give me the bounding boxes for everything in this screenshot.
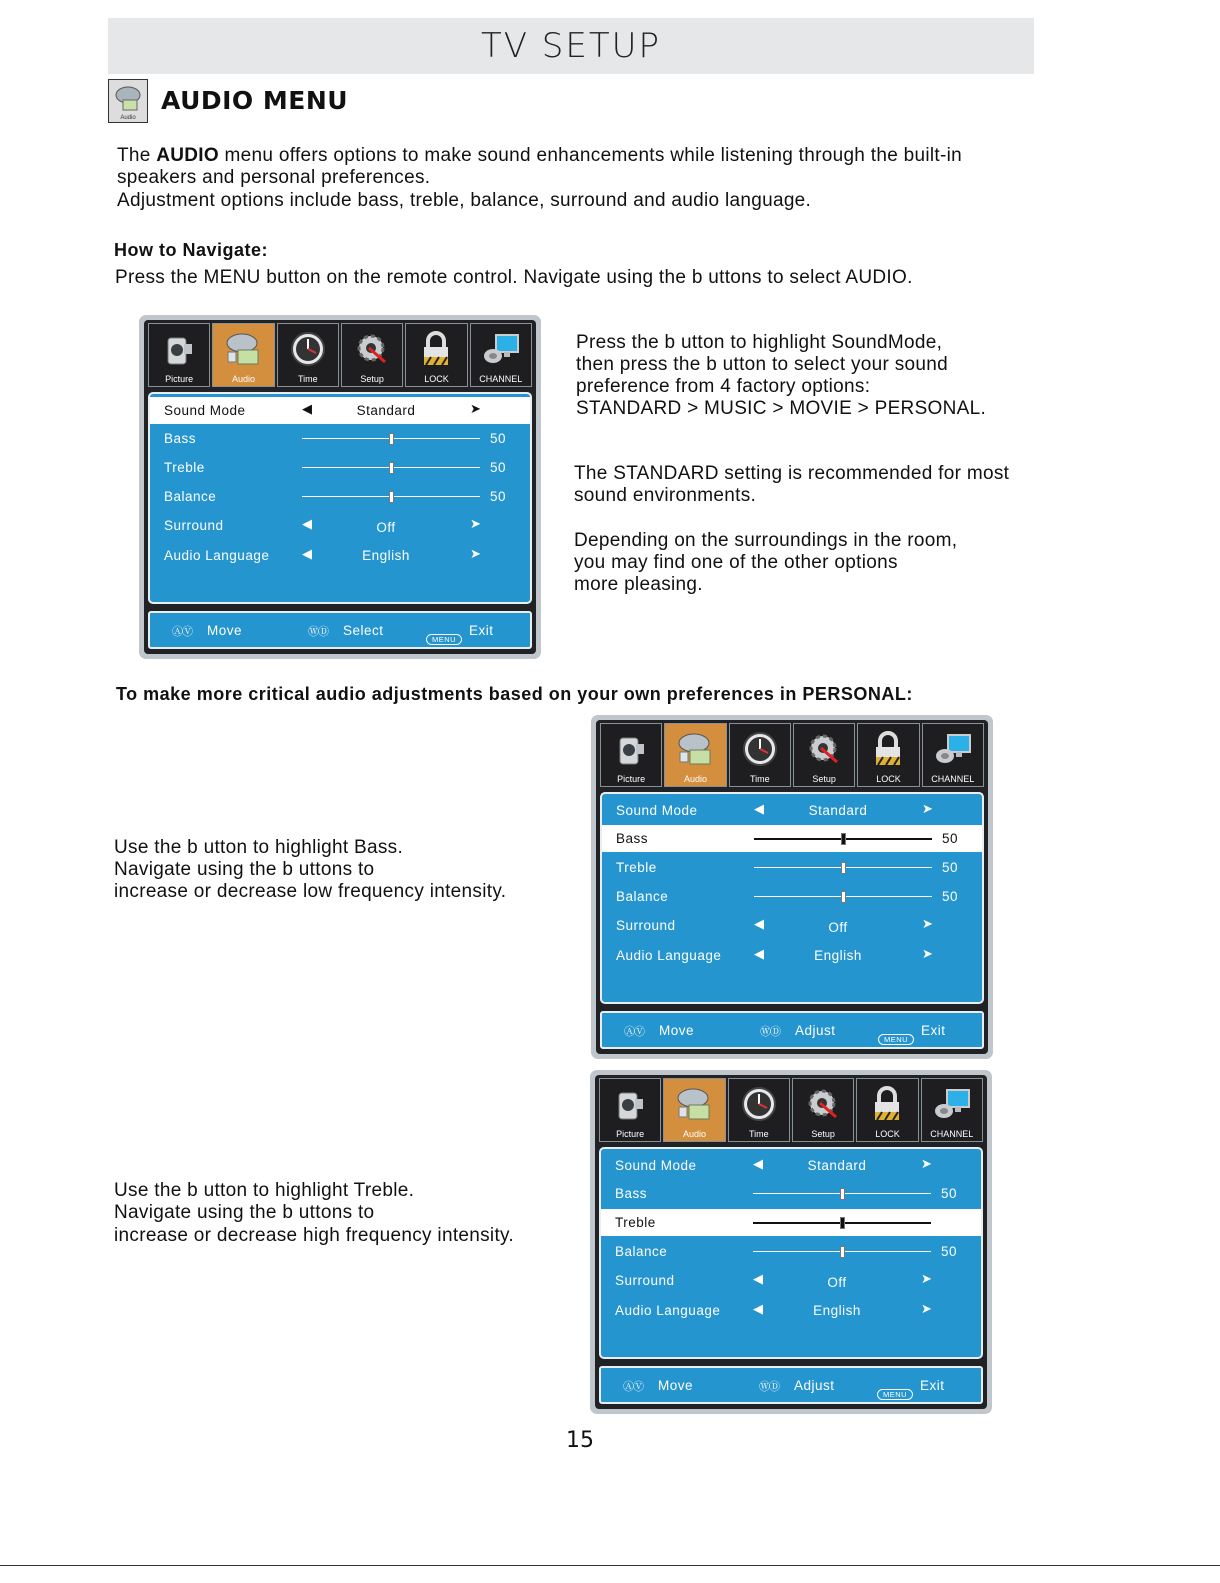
balance-slider-knob[interactable] <box>840 1246 845 1258</box>
right-arrow-icon[interactable]: ➤ <box>470 516 482 531</box>
treble-slider[interactable] <box>302 467 480 468</box>
surround-row[interactable]: Surround ◀ Off ➤ <box>615 1271 933 1290</box>
navigate-text: Press the MENU button on the remote control. Navigate using the b uttons to select AUDIO. <box>115 267 913 288</box>
footer-move: Move <box>207 623 243 638</box>
balance-row[interactable]: Balance 50 <box>615 1244 958 1259</box>
bass-slider-knob[interactable] <box>840 1188 845 1200</box>
tab-channel[interactable]: CHANNEL <box>922 723 984 787</box>
balance-row[interactable]: Balance 50 <box>164 489 507 504</box>
updown-keys-icon: ⒶⓋ <box>624 1026 644 1038</box>
footer-exit: Exit <box>469 623 494 638</box>
left-arrow-icon[interactable]: ◀ <box>302 401 313 416</box>
treble-desc-line-3: increase or decrease high frequency intensity. <box>114 1225 514 1246</box>
gear-icon <box>351 330 393 368</box>
personal-heading: To make more critical audio adjustments based on your own preferences in PERSONAL: <box>116 684 913 704</box>
leftright-keys-icon: ⓌⒹ <box>760 1026 780 1038</box>
bass-slider[interactable] <box>753 1193 931 1194</box>
left-arrow-icon[interactable]: ◀ <box>753 1271 764 1286</box>
desc-line-9: more pleasing. <box>574 574 703 595</box>
audio-menu-screenshot-bass <box>591 715 993 1059</box>
camera-icon <box>158 330 200 368</box>
bass-desc-line-1: Use the b utton to highlight Bass. <box>114 837 404 858</box>
bass-slider[interactable] <box>754 838 932 840</box>
navigate-heading: How to Navigate: <box>114 240 269 260</box>
treble-slider-knob[interactable] <box>840 1217 845 1229</box>
clock-icon <box>738 1085 780 1123</box>
tab-time[interactable]: Time <box>729 723 791 787</box>
balance-slider[interactable] <box>753 1251 931 1252</box>
right-arrow-icon[interactable]: ➤ <box>922 916 934 931</box>
intro-line-3: Adjustment options include bass, treble, balance, surround and audio language. <box>117 190 812 211</box>
left-arrow-icon[interactable]: ◀ <box>753 1156 764 1171</box>
tab-setup[interactable]: Setup <box>793 723 855 787</box>
clock-icon <box>287 330 329 368</box>
left-arrow-icon[interactable]: ◀ <box>754 946 765 961</box>
bottom-rule <box>0 1565 1220 1566</box>
right-arrow-icon[interactable]: ➤ <box>922 801 934 816</box>
footer-action: Adjust <box>795 1023 836 1038</box>
tab-lock[interactable]: LOCK <box>857 723 919 787</box>
audio-section-icon <box>108 79 148 123</box>
right-arrow-icon[interactable]: ➤ <box>921 1271 933 1286</box>
footer-action: Select <box>343 623 384 638</box>
bass-slider-knob[interactable] <box>389 433 394 445</box>
treble-desc-line-2: Navigate using the b uttons to <box>114 1202 375 1223</box>
tab-time[interactable]: Time <box>277 323 339 387</box>
updown-keys-icon: ⒶⓋ <box>172 626 192 638</box>
sound-mode-row[interactable]: Sound Mode ◀ Standard ➤ <box>616 801 934 818</box>
treble-slider-knob[interactable] <box>389 462 394 474</box>
menu-panel <box>600 792 984 1004</box>
speaker-icon <box>674 730 716 768</box>
balance-slider-knob[interactable] <box>389 491 394 503</box>
balance-row[interactable]: Balance 50 <box>616 889 959 904</box>
bass-row[interactable]: Bass 50 <box>615 1186 958 1201</box>
treble-row[interactable]: Treble 50 <box>616 860 959 875</box>
page-title: TV SETUP <box>480 26 662 66</box>
surround-row[interactable]: Surround ◀ Off ➤ <box>616 916 934 935</box>
tab-picture[interactable]: Picture <box>599 1078 661 1142</box>
sound-mode-row[interactable]: Sound Mode ◀ Standard ➤ <box>615 1156 933 1173</box>
tab-audio[interactable]: Audio <box>664 723 726 787</box>
desc-line-1: Press the b utton to highlight SoundMode, <box>576 332 943 353</box>
desc-line-8: you may find one of the other options <box>574 552 898 573</box>
menu-panel <box>599 1147 983 1359</box>
audio-language-row[interactable]: Audio Language ◀ English ➤ <box>616 946 934 963</box>
menu-footer: ⒶⓋ Move ⓌⒹ Select MENU Exit <box>148 611 532 649</box>
lock-icon <box>415 330 457 368</box>
section-title: AUDIO MENU <box>161 86 349 115</box>
leftright-keys-icon: ⓌⒹ <box>308 626 328 638</box>
speaker-icon <box>673 1085 715 1123</box>
bass-desc-line-2: Navigate using the b uttons to <box>114 859 375 880</box>
left-arrow-icon[interactable]: ◀ <box>302 516 313 531</box>
left-arrow-icon[interactable]: ◀ <box>753 1301 764 1316</box>
footer-exit: Exit <box>920 1378 945 1393</box>
camera-icon <box>609 1085 651 1123</box>
right-arrow-icon[interactable]: ➤ <box>470 546 482 561</box>
lock-icon <box>867 730 909 768</box>
treble-slider-knob[interactable] <box>841 862 846 874</box>
tab-lock[interactable]: LOCK <box>405 323 467 387</box>
tab-channel[interactable]: CHANNEL <box>470 323 532 387</box>
tab-picture[interactable]: Picture <box>600 723 662 787</box>
tab-setup[interactable]: Setup <box>341 323 403 387</box>
treble-desc-line-1: Use the b utton to highlight Treble. <box>114 1180 415 1201</box>
updown-keys-icon: ⒶⓋ <box>623 1381 643 1393</box>
monitor-icon <box>931 1085 973 1123</box>
leftright-keys-icon: ⓌⒹ <box>759 1381 779 1393</box>
intro-line-2: speakers and personal preferences. <box>117 167 431 188</box>
left-arrow-icon[interactable]: ◀ <box>302 546 313 561</box>
bass-slider[interactable] <box>302 438 480 439</box>
footer-move: Move <box>659 1023 695 1038</box>
desc-line-2: then press the b utton to select your sound <box>576 354 949 375</box>
tab-channel[interactable]: CHANNEL <box>921 1078 983 1142</box>
bass-desc-line-3: increase or decrease low frequency intensity. <box>114 881 507 902</box>
desc-line-7: Depending on the surroundings in the room, <box>574 530 958 551</box>
speaker-icon <box>222 330 264 368</box>
right-arrow-icon[interactable]: ➤ <box>470 401 482 416</box>
balance-slider[interactable] <box>754 896 932 897</box>
tab-setup[interactable]: Setup <box>792 1078 854 1142</box>
audio-language-row[interactable]: Audio Language ◀ English ➤ <box>615 1301 933 1318</box>
desc-line-5: The STANDARD setting is recommended for most <box>574 463 1010 484</box>
footer-exit: Exit <box>921 1023 946 1038</box>
bass-row[interactable]: Bass 50 <box>602 825 982 852</box>
gear-icon <box>802 1085 844 1123</box>
treble-slider[interactable] <box>754 867 932 868</box>
gear-icon <box>803 730 845 768</box>
surround-row[interactable]: Surround ◀ Off ➤ <box>164 516 482 535</box>
right-arrow-icon[interactable]: ➤ <box>921 1301 933 1316</box>
menu-footer: ⒶⓋ Move ⓌⒹ Adjust MENU Exit <box>600 1011 984 1049</box>
svg-text:Audio: Audio <box>120 115 136 121</box>
left-arrow-icon[interactable]: ◀ <box>754 916 765 931</box>
lock-icon <box>866 1085 908 1123</box>
desc-line-3: preference from 4 factory options: <box>576 376 871 397</box>
menu-panel <box>148 392 532 604</box>
footer-action: Adjust <box>794 1378 835 1393</box>
desc-line-4: STANDARD > MUSIC > MOVIE > PERSONAL. <box>576 398 987 419</box>
treble-slider[interactable] <box>753 1222 931 1224</box>
intro-line-1: The AUDIO menu offers options to make sound enhancements while listening through the built-in <box>117 145 963 166</box>
balance-slider-knob[interactable] <box>841 891 846 903</box>
tab-picture[interactable]: Picture <box>148 323 210 387</box>
bass-row[interactable]: Bass 50 <box>164 431 507 446</box>
tab-audio[interactable]: Audio <box>212 323 274 387</box>
treble-row[interactable]: Treble <box>601 1209 981 1236</box>
monitor-icon <box>932 730 974 768</box>
footer-move: Move <box>658 1378 694 1393</box>
menu-footer: ⒶⓋ Move ⓌⒹ Adjust MENU Exit <box>599 1366 983 1404</box>
treble-row[interactable]: Treble 50 <box>164 460 507 475</box>
right-arrow-icon[interactable]: ➤ <box>922 946 934 961</box>
right-arrow-icon[interactable]: ➤ <box>921 1156 933 1171</box>
balance-slider[interactable] <box>302 496 480 497</box>
left-arrow-icon[interactable]: ◀ <box>754 801 765 816</box>
page-number: 15 <box>566 1428 594 1453</box>
audio-menu-screenshot-treble <box>590 1070 992 1414</box>
audio-menu-screenshot-standard <box>139 315 541 659</box>
tab-lock[interactable]: LOCK <box>856 1078 918 1142</box>
desc-line-6: sound environments. <box>574 485 757 506</box>
camera-icon <box>610 730 652 768</box>
clock-icon <box>739 730 781 768</box>
sound-mode-row[interactable]: Sound Mode ◀ Standard ➤ <box>150 397 530 424</box>
tab-time[interactable]: Time <box>728 1078 790 1142</box>
bass-slider-knob[interactable] <box>841 833 846 845</box>
monitor-icon <box>480 330 522 368</box>
audio-language-row[interactable]: Audio Language ◀ English ➤ <box>164 546 482 563</box>
tab-audio[interactable]: Audio <box>663 1078 725 1142</box>
